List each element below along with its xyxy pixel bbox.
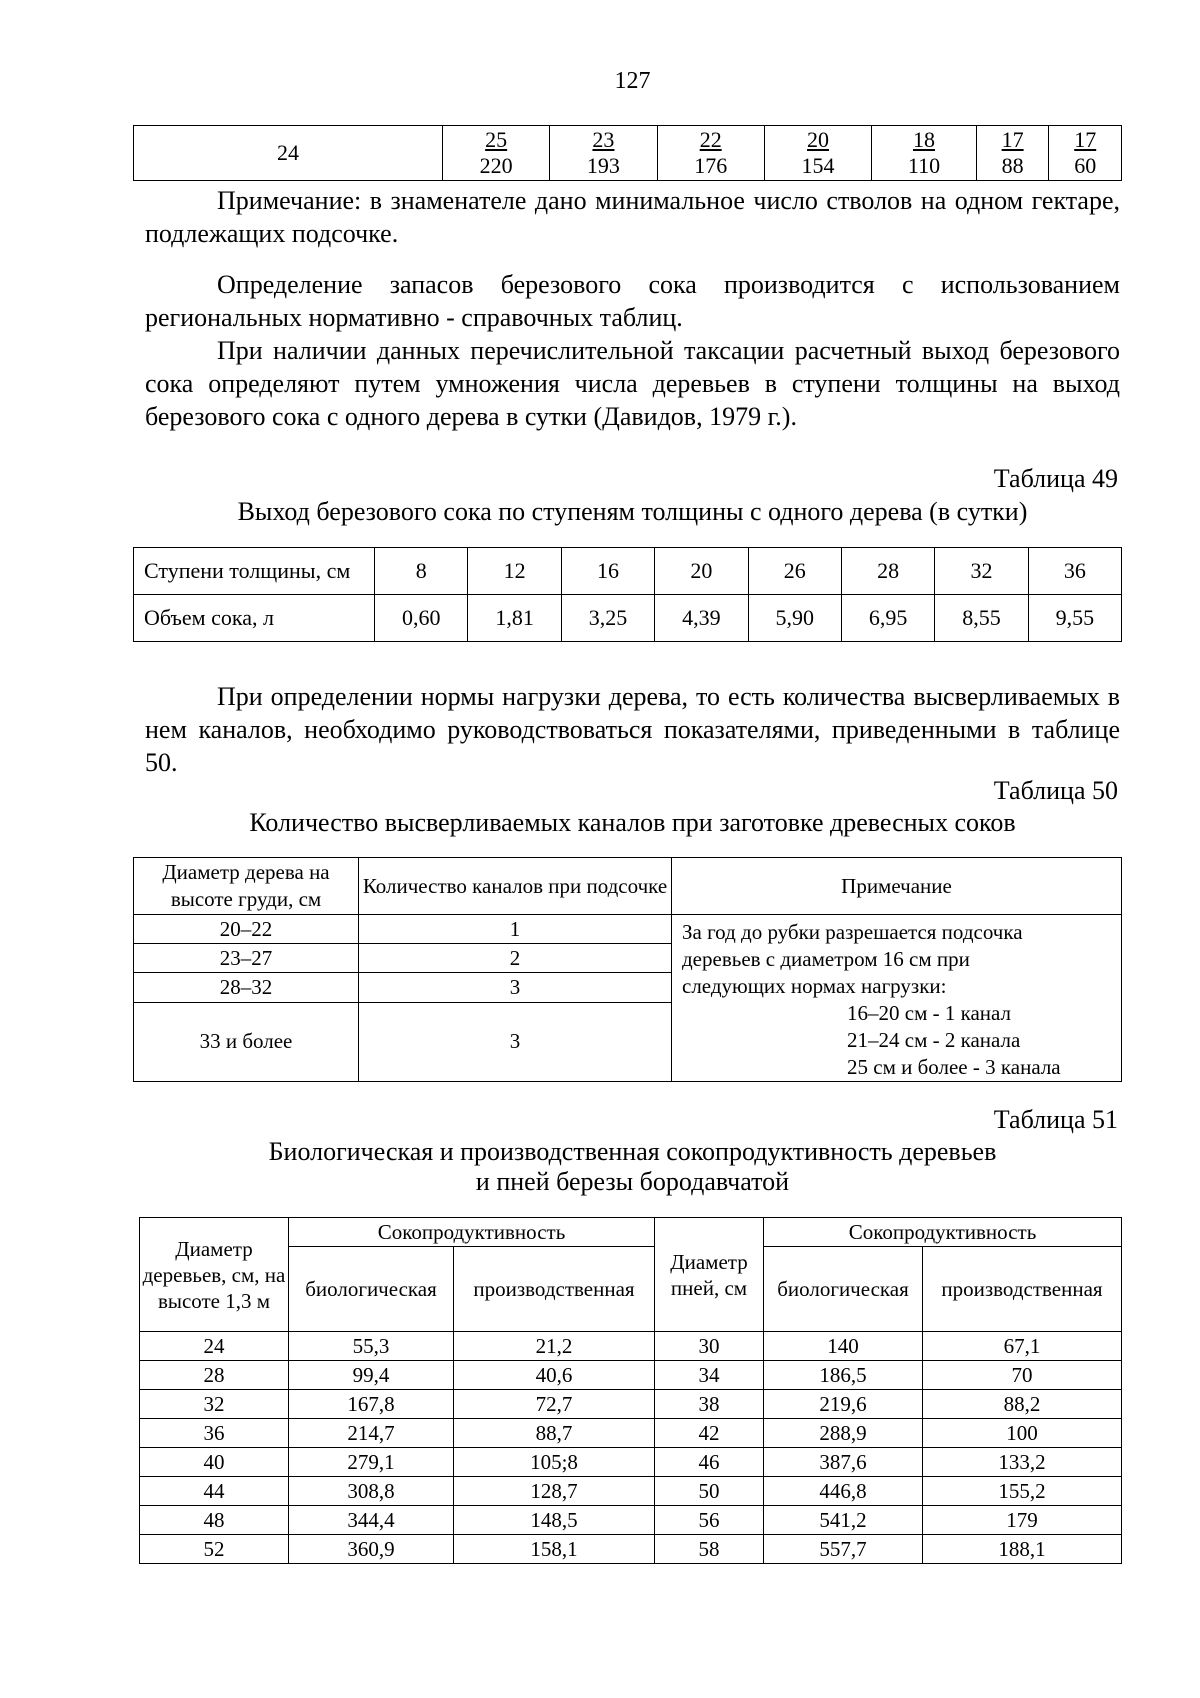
table-row <box>134 595 1122 642</box>
table-row <box>140 1332 1122 1361</box>
table-cell: 5,90 <box>748 595 841 642</box>
fraction-cell: 23 193 <box>550 126 657 181</box>
table-header-row <box>134 858 1122 915</box>
table-cell: 148,5 <box>454 1506 655 1535</box>
column-header: Диаметр деревьев, см, на высоте 1,3 м <box>140 1218 289 1332</box>
paragraph: Определение запасов березового сока производится с использованием региональных нормативно - справочных таблиц. <box>145 270 1120 332</box>
table-cell: 155,2 <box>923 1477 1122 1506</box>
table-cell: 8,55 <box>935 595 1028 642</box>
table-title: Выход березового сока по ступеням толщины с одного дерева (в сутки) <box>237 497 1028 526</box>
table-row <box>134 126 1122 181</box>
table-cell: 40 <box>140 1448 289 1477</box>
column-header: Количество каналов при подсочке <box>359 858 672 915</box>
fraction-cell: 20 154 <box>764 126 871 181</box>
table-cell: 186,5 <box>764 1361 923 1390</box>
table-cell: 28–32 <box>134 973 359 1002</box>
fraction-cell: 22 176 <box>657 126 764 181</box>
table-cell: 541,2 <box>764 1506 923 1535</box>
table-cell: 3 <box>359 1002 672 1081</box>
table-caption: Таблица 50 <box>993 776 1118 805</box>
table-row <box>140 1477 1122 1506</box>
column-header: Сокопродуктивность <box>764 1218 1122 1247</box>
table-cell: 34 <box>655 1361 764 1390</box>
table-cell: 167,8 <box>289 1390 454 1419</box>
table-cell: 1,81 <box>468 595 561 642</box>
table-cell: 446,8 <box>764 1477 923 1506</box>
table-cell: 88,7 <box>454 1419 655 1448</box>
column-header: производственная <box>454 1247 655 1332</box>
row-header: Ступени толщины, см <box>134 548 375 595</box>
table-cell: 387,6 <box>764 1448 923 1477</box>
table-cell: 344,4 <box>289 1506 454 1535</box>
table-cell: 20–22 <box>134 915 359 944</box>
table-cell: 26 <box>748 548 841 595</box>
table-cell: 188,1 <box>923 1535 1122 1564</box>
table-cell: 1 <box>359 915 672 944</box>
table-cell: 16 <box>561 548 654 595</box>
table-cell: 28 <box>140 1361 289 1390</box>
table-cell: 70 <box>923 1361 1122 1390</box>
table-row <box>140 1448 1122 1477</box>
continuation-table <box>133 125 1122 181</box>
table-cell: 56 <box>655 1506 764 1535</box>
table-cell: 308,8 <box>289 1477 454 1506</box>
row-label: 24 <box>134 126 443 181</box>
page-number: 127 <box>614 68 651 94</box>
table-cell: 24 <box>140 1332 289 1361</box>
table-title: Биологическая и производственная сокопродуктивность деревьев и пней березы бородавчатой <box>268 1137 997 1196</box>
fraction-cell: 17 60 <box>1049 126 1122 181</box>
paragraph: При определении нормы нагрузки дерева, то есть количества высверливаемых в нем каналов, необходимо руководствоваться показателями, приведенными в таблице 50. <box>145 682 1120 777</box>
fraction-cell: 25 220 <box>443 126 550 181</box>
table-cell: 36 <box>140 1419 289 1448</box>
table-cell: 28 <box>841 548 934 595</box>
table-cell: 99,4 <box>289 1361 454 1390</box>
table-row <box>134 915 1122 944</box>
table-title: Количество высверливаемых каналов при заготовке древесных соков <box>249 808 1016 837</box>
column-header: биологическая <box>289 1247 454 1332</box>
table-cell: 30 <box>655 1332 764 1361</box>
table-cell: 36 <box>1028 548 1121 595</box>
table-row <box>140 1361 1122 1390</box>
table-cell: 158,1 <box>454 1535 655 1564</box>
table-note: Примечание: в знаменателе дано минимальное число стволов на одном гектаре, подлежащих подсочке. <box>145 186 1120 248</box>
table-cell: 67,1 <box>923 1332 1122 1361</box>
table-row <box>140 1535 1122 1564</box>
table-cell: 214,7 <box>289 1419 454 1448</box>
table-cell: 23–27 <box>134 944 359 973</box>
table-row <box>140 1390 1122 1419</box>
table-cell: 279,1 <box>289 1448 454 1477</box>
column-header: Сокопродуктивность <box>289 1218 655 1247</box>
table-cell: 8 <box>375 548 468 595</box>
table-cell: 4,39 <box>655 595 748 642</box>
table-row <box>134 548 1122 595</box>
column-header: Диаметр дерева на высоте груди, см <box>134 858 359 915</box>
table-cell: 88,2 <box>923 1390 1122 1419</box>
table-51 <box>139 1217 1122 1564</box>
column-header: Примечание <box>672 858 1122 915</box>
table-cell: 557,7 <box>764 1535 923 1564</box>
table-cell: 105;8 <box>454 1448 655 1477</box>
table-49 <box>133 547 1122 642</box>
table-cell: 21,2 <box>454 1332 655 1361</box>
table-50 <box>133 857 1122 1082</box>
table-cell: 46 <box>655 1448 764 1477</box>
column-header: Диаметр пней, см <box>655 1218 764 1332</box>
table-cell: 32 <box>935 548 1028 595</box>
table-cell: 40,6 <box>454 1361 655 1390</box>
table-cell: 0,60 <box>375 595 468 642</box>
table-cell: 179 <box>923 1506 1122 1535</box>
table-cell: 50 <box>655 1477 764 1506</box>
table-cell: 32 <box>140 1390 289 1419</box>
table-header-row <box>140 1218 1122 1247</box>
fraction-cell: 18 110 <box>872 126 977 181</box>
note-cell: За год до рубки разрешается подсочка деревьев с диаметром 16 см при следующих нормах нагрузки: 16–20 см - 1 канал 21–24 см - 2 канала 25 см и более - 3 канала <box>672 915 1122 1082</box>
table-cell: 133,2 <box>923 1448 1122 1477</box>
table-cell: 42 <box>655 1419 764 1448</box>
table-cell: 55,3 <box>289 1332 454 1361</box>
table-row <box>140 1419 1122 1448</box>
column-header: производственная <box>923 1247 1122 1332</box>
table-caption: Таблица 49 <box>993 464 1118 493</box>
table-cell: 128,7 <box>454 1477 655 1506</box>
table-cell: 9,55 <box>1028 595 1121 642</box>
table-cell: 2 <box>359 944 672 973</box>
table-cell: 72,7 <box>454 1390 655 1419</box>
table-row <box>140 1506 1122 1535</box>
table-cell: 140 <box>764 1332 923 1361</box>
table-cell: 3,25 <box>561 595 654 642</box>
table-cell: 6,95 <box>841 595 934 642</box>
table-cell: 3 <box>359 973 672 1002</box>
table-cell: 58 <box>655 1535 764 1564</box>
table-cell: 48 <box>140 1506 289 1535</box>
table-cell: 52 <box>140 1535 289 1564</box>
table-cell: 12 <box>468 548 561 595</box>
table-cell: 288,9 <box>764 1419 923 1448</box>
table-cell: 44 <box>140 1477 289 1506</box>
fraction-cell: 17 88 <box>976 126 1049 181</box>
paragraph: При наличии данных перечислительной таксации расчетный выход березового сока определяют путем умножения числа деревьев в ступени толщины на выход березового сока с одного дерева в сутки (Давидов, 1979 г.). <box>145 336 1120 431</box>
table-cell: 100 <box>923 1419 1122 1448</box>
row-header: Объем сока, л <box>134 595 375 642</box>
table-cell: 33 и более <box>134 1002 359 1081</box>
table-cell: 38 <box>655 1390 764 1419</box>
table-cell: 20 <box>655 548 748 595</box>
table-cell: 360,9 <box>289 1535 454 1564</box>
table-caption: Таблица 51 <box>993 1105 1118 1134</box>
column-header: биологическая <box>764 1247 923 1332</box>
table-cell: 219,6 <box>764 1390 923 1419</box>
